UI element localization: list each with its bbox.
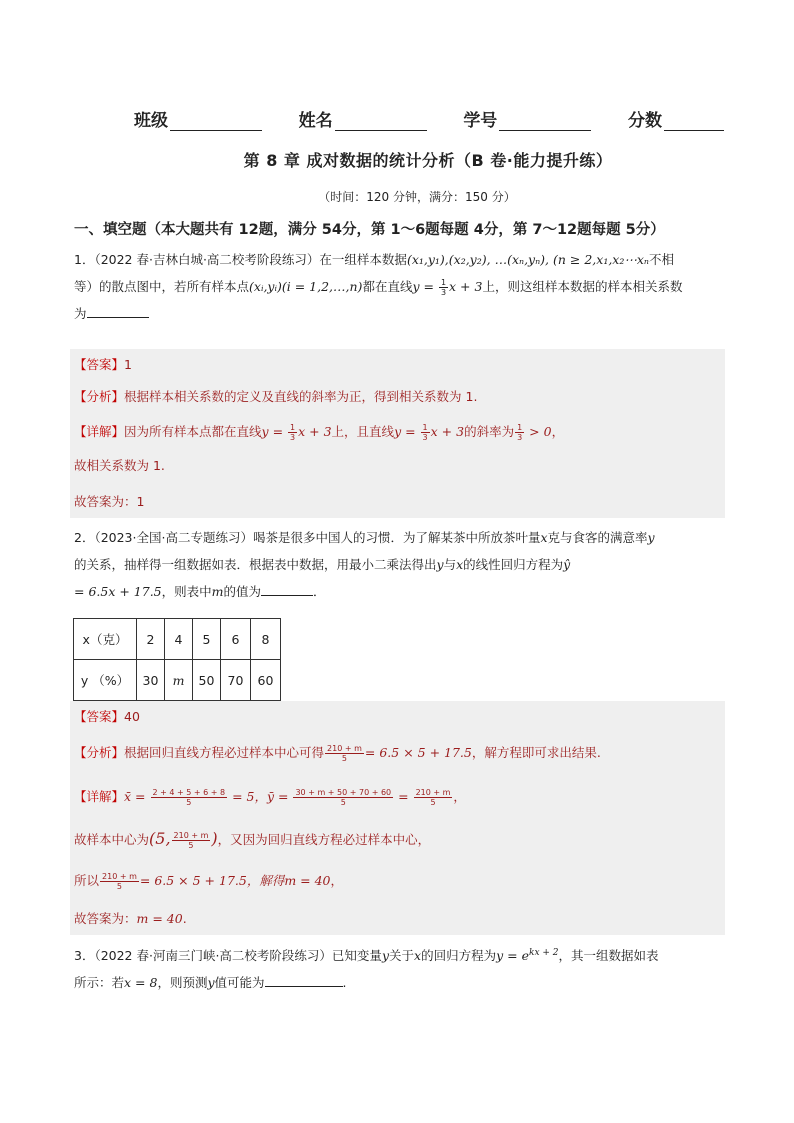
q2-text: 2．（2023·全国·高二专题练习）喝茶是很多中国人的习惯．为了解某茶中所放茶叶量	[74, 530, 541, 545]
detail-text: ，	[453, 789, 466, 804]
q1-final-answer: 故答案为：1	[74, 494, 145, 509]
class-label: 班级	[134, 111, 168, 131]
q2-answer-blank[interactable]	[261, 581, 313, 596]
detail-math: y =	[261, 424, 288, 439]
q2-math: y	[436, 557, 444, 572]
id-field	[463, 106, 591, 131]
table-cell: 2	[137, 619, 165, 660]
class-blank[interactable]	[170, 112, 262, 131]
q2-detail	[74, 787, 466, 807]
q2-text: 克与食客的满意率	[547, 530, 648, 545]
score-field	[628, 106, 724, 131]
name-field	[299, 106, 427, 131]
q3-text: ，其一组数据如表	[558, 948, 659, 964]
final-math: m = 40	[136, 911, 183, 926]
q2-text: 的线性回归方程为	[463, 557, 564, 572]
q3-text: 所示：若	[74, 975, 125, 991]
answer-tag: 【答案】	[74, 709, 125, 724]
detail-math: (5,	[149, 829, 171, 848]
q3-text: 的回归方程为	[421, 948, 497, 964]
detail-text: 上，且直线	[331, 424, 395, 439]
q3-math: y = e	[496, 948, 529, 964]
q2-text: 的关系，抽样得一组数据如表．根据表中数据，用最小二乘法得出	[74, 557, 437, 572]
detail-text: 故样本中心为	[74, 832, 150, 847]
detail-tag: 【详解】	[74, 789, 125, 804]
q1-math: y =	[412, 279, 438, 294]
final-text: .	[182, 911, 187, 926]
q2-line-3: = 6.5x + 17.5，则表中m的值为 ．	[74, 578, 724, 605]
answer-value: 40	[124, 709, 140, 724]
q3-line-1	[74, 940, 724, 969]
question-2	[74, 524, 724, 605]
q2-math: x	[540, 530, 548, 545]
name-blank[interactable]	[335, 112, 427, 131]
q2-text: 与	[443, 557, 457, 572]
detail-math: m = 40	[284, 873, 331, 888]
name-label: 姓名	[298, 111, 333, 131]
q3-math: x	[414, 948, 422, 964]
q1-line-3	[74, 300, 724, 327]
q2-detail-line-2	[74, 829, 430, 850]
detail-text: ，又因为回归直线方程必过样本中心，	[217, 832, 431, 847]
table-cell: 4	[165, 619, 193, 660]
class-field	[134, 106, 262, 131]
table-cell: m	[165, 660, 193, 701]
q1-text: 上，则这组样本数据的样本相关系数	[482, 279, 683, 294]
q2-text: ，则表中	[161, 584, 212, 599]
fraction: $\frac{2 + 4 + 5 + 6 + 8}{5}$	[152, 788, 226, 807]
q1-text: 等）的散点图中，若所有样本点	[74, 279, 250, 294]
detail-math: = 6.5 × 5 + 17.5，解得	[139, 873, 285, 888]
id-label: 学号	[463, 111, 498, 131]
q1-math: (xᵢ,yᵢ)(i = 1,2,…,n)	[249, 279, 363, 294]
detail-text: 所以	[74, 873, 100, 888]
fraction: $\frac{30 + m + 50 + 70 + 60}{5}$	[295, 788, 392, 807]
q2-text: 的值为	[223, 584, 262, 599]
q3-math: y	[381, 948, 389, 964]
exam-duration: （时间：120 分钟，满分：150 分）	[318, 190, 516, 204]
q1-detail	[74, 422, 564, 442]
q1-math: x + 3	[449, 279, 483, 294]
q2-math: ŷ	[563, 557, 571, 572]
table-cell: 30	[137, 660, 165, 701]
q3-text: 关于	[389, 948, 415, 964]
fraction-one-third: $\frac{1}{3}$	[517, 423, 523, 442]
q2-final-answer	[74, 909, 187, 927]
score-label: 分数	[627, 111, 662, 131]
analysis-math: = 6.5 × 5 + 17.5	[364, 745, 472, 760]
id-blank[interactable]	[499, 112, 591, 131]
q1-answer	[74, 355, 132, 373]
q2-answer	[74, 707, 140, 725]
q2-math: y	[647, 530, 655, 545]
table-cell: 5	[193, 619, 221, 660]
q2-analysis	[74, 743, 601, 763]
table-cell: 50	[193, 660, 221, 701]
fraction: $\frac{210 + m}{5}$	[173, 831, 209, 850]
q3-answer-blank[interactable]	[265, 972, 343, 987]
q3-text: 3．（2022 春·河南三门峡·高二校考阶段练习）已知变量	[74, 948, 382, 964]
table-cell: 6	[221, 619, 251, 660]
q1-text: 不相	[648, 252, 674, 267]
analysis-tag: 【分析】	[74, 389, 125, 404]
fraction: $\frac{210 + m}{5}$	[102, 872, 137, 891]
question-3	[74, 940, 724, 996]
table-row	[74, 619, 281, 660]
detail-math: > 0	[525, 424, 552, 439]
detail-tag: 【详解】	[74, 424, 125, 439]
detail-math: x̄ =	[124, 789, 150, 804]
student-info-row	[134, 106, 724, 131]
fraction-one-third: $\frac{1}{3}$	[290, 423, 296, 442]
q3-text: 值可能为	[214, 975, 265, 991]
fraction-one-third: $\frac{1}{3}$	[440, 278, 447, 297]
q3-math: x = 8	[124, 975, 158, 991]
question-1	[74, 246, 724, 327]
page-title: 第 8 章 成对数据的统计分析（B 卷·能力提升练）	[243, 151, 613, 170]
detail-text: ，	[330, 873, 344, 888]
q1-math: (x₁,y₁),(x₂,y₂), …(xₙ,yₙ), (n ≥ 2,x₁,x₂⋯xₙ	[406, 252, 649, 267]
answer-tag: 【答案】	[74, 357, 125, 372]
analysis-text: ，解方程即可求出结果.	[471, 745, 601, 760]
fraction: $\frac{210 + m}{5}$	[415, 788, 451, 807]
detail-math: x + 3	[430, 424, 465, 439]
q2-solution-box	[70, 701, 725, 935]
q2-math: m	[211, 584, 224, 599]
q1-detail-line-2: 故相关系数为 1.	[74, 458, 165, 473]
detail-math: x + 3	[298, 424, 332, 439]
q2-math: = 6.5x + 17.5	[74, 584, 162, 599]
q1-analysis	[74, 387, 477, 405]
q1-text: 都在直线	[362, 279, 413, 294]
detail-math: y =	[394, 424, 420, 439]
detail-text: 因为所有样本点都在直线	[124, 424, 262, 439]
q1-line-2	[74, 273, 724, 300]
q3-line-2: 所示：若x = 8，则预测y值可能为 .	[74, 969, 724, 996]
q2-line-1	[74, 524, 724, 551]
analysis-text: 根据回归直线方程必过样本中心可得	[124, 745, 325, 760]
table-cell: y （%）	[74, 660, 137, 701]
answer-value: 1	[124, 357, 132, 372]
section-heading: 一、填空题（本大题共有 12题，满分 54分，第 1～6题每题 4分，第 7～12题每题 5分）	[74, 222, 665, 238]
table-cell: 8	[251, 619, 281, 660]
q2-data-table	[73, 618, 281, 701]
q2-line-2	[74, 551, 724, 578]
detail-text: ，	[551, 424, 565, 439]
detail-math: =	[394, 789, 413, 804]
q2-detail-line-3	[74, 871, 343, 891]
q1-solution-box	[70, 349, 725, 518]
detail-math: = 5，ȳ =	[228, 789, 293, 804]
q3-math: y	[207, 975, 215, 991]
q3-math-exponent: kx + 2	[528, 948, 559, 958]
table-row	[74, 660, 281, 701]
q1-text: 为	[74, 306, 87, 321]
q3-text: ，则预测	[157, 975, 208, 991]
detail-text: 的斜率为	[464, 424, 515, 439]
q2-math: x	[456, 557, 464, 572]
q1-answer-blank[interactable]	[87, 303, 149, 318]
fraction-one-third: $\frac{1}{3}$	[422, 423, 428, 442]
score-blank[interactable]	[664, 112, 724, 131]
analysis-tag: 【分析】	[74, 745, 125, 760]
table-cell: 60	[251, 660, 281, 701]
table-cell: x（克）	[74, 619, 137, 660]
q1-line-1	[74, 246, 724, 273]
final-text: 故答案为：	[74, 911, 137, 926]
fraction: $\frac{210 + m}{5}$	[327, 744, 362, 763]
analysis-text: 根据样本相关系数的定义及直线的斜率为正，得到相关系数为 1.	[124, 389, 478, 404]
q1-text: 1．（2022 春·吉林白城·高二校考阶段练习）在一组样本数据	[74, 252, 407, 267]
table-cell: 70	[221, 660, 251, 701]
detail-math: )	[211, 829, 218, 848]
